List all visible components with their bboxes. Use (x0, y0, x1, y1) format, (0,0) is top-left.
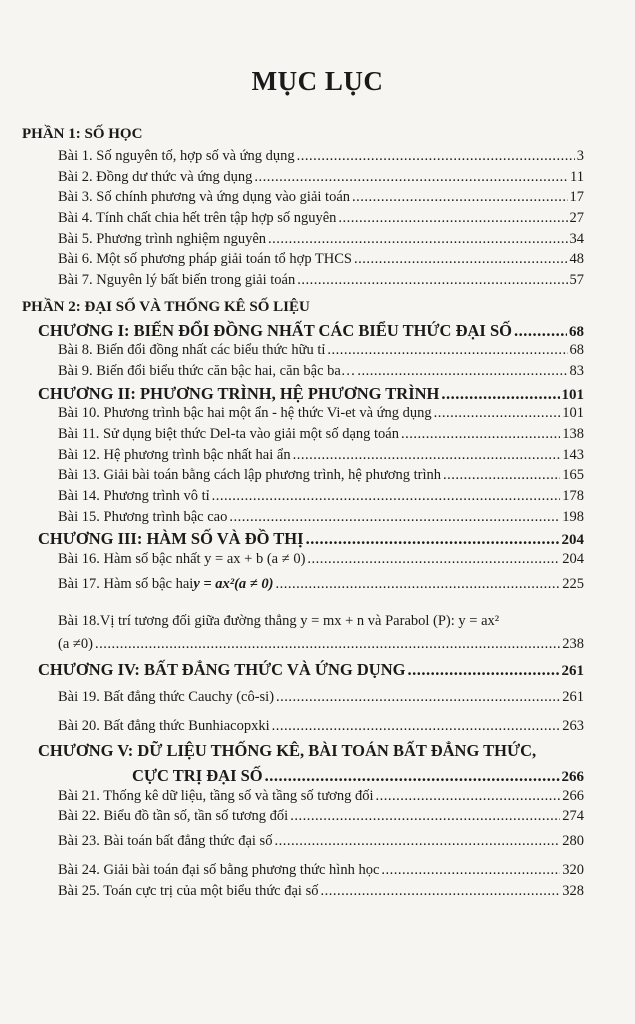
entry-title: Bài 16. Hàm số bậc nhất y = ax + b (a ≠ 0) (58, 550, 306, 567)
page-number: 68 (569, 342, 584, 359)
dot-leader (268, 231, 567, 248)
dot-leader (275, 576, 560, 593)
dot-leader (338, 210, 567, 227)
entry-title: Bài 10. Phương trình bậc hai một ẩn - hệ thức Vi-et và ứng dụng (58, 405, 432, 422)
page-number: 101 (562, 405, 584, 422)
toc-lesson-entry (22, 231, 584, 252)
toc-lesson-entry (22, 210, 584, 231)
toc-lesson-entry (22, 148, 584, 169)
entry-title: Bài 21. Thống kê dữ liệu, tầng số và tầng số tương đối (58, 787, 374, 804)
page-number: 138 (562, 425, 584, 442)
toc-lesson-entry (22, 405, 584, 426)
entry-title: CHƯƠNG III: HÀM SỐ VÀ ĐỒ THỊ (38, 529, 304, 549)
page-number: 328 (562, 882, 584, 899)
page-number: 165 (562, 467, 584, 484)
toc-chapter-entry (22, 529, 584, 551)
page-number: 17 (569, 189, 584, 206)
dot-leader (327, 342, 567, 359)
dot-leader (307, 551, 560, 568)
entry-title: Bài 4. Tính chất chia hết trên tập hợp số nguyên (58, 210, 337, 227)
page-number: 266 (562, 787, 584, 804)
entry-title: Bài 7. Nguyên lý bất biến trong giải toán (58, 272, 296, 289)
entry-title: Bài 1. Số nguyên tố, hợp số và ứng dụng (58, 148, 295, 164)
page-number: 320 (562, 862, 584, 879)
page-number: 266 (561, 769, 584, 786)
toc-lesson-entry (22, 788, 584, 809)
toc-chapter-entry (22, 384, 584, 406)
toc-lesson-entry (22, 272, 584, 293)
toc-lesson-entry (22, 447, 584, 468)
entry-title: Bài 15. Phương trình bậc cao (58, 508, 228, 525)
page-number: 204 (561, 532, 584, 549)
toc-chapter-entry (22, 321, 584, 343)
toc-lesson-entry (22, 251, 584, 272)
dot-leader (441, 384, 559, 404)
toc-chapter-entry (22, 766, 584, 788)
toc-lesson-entry (22, 363, 584, 384)
entry-title: Bài 2. Đồng dư thức và ứng dụng (58, 168, 253, 185)
page-number: 11 (570, 168, 584, 185)
entry-title: CHƯƠNG I: BIẾN ĐỔI ĐỒNG NHẤT CÁC BIỂU THỨC ĐẠI SỐ (38, 320, 512, 340)
toc-lesson-entry (22, 636, 584, 657)
page-number: 280 (562, 833, 584, 850)
dot-leader (434, 405, 561, 422)
entry-title: PHẦN 1: SỐ HỌC (22, 126, 143, 142)
toc-lesson-entry (22, 169, 584, 190)
entry-title: Bài 19. Bất đẳng thức Cauchy (cô-si) (58, 688, 275, 705)
page-number: 143 (562, 446, 584, 463)
dot-leader (357, 363, 567, 380)
entry-title: (a ≠0) (58, 635, 93, 652)
toc-chapter-entry (22, 657, 584, 685)
page-number: 27 (569, 210, 584, 227)
toc-lesson-entry (22, 572, 584, 605)
entry-title: Bài 13. Giải bài toán bằng cách lập phương trình, hệ phương trình (58, 467, 441, 484)
dot-leader (272, 718, 561, 735)
toc-lesson-entry (22, 685, 584, 718)
toc-lesson-entry (22, 718, 584, 739)
entry-title: Bài 12. Hệ phương trình bậc nhất hai ẩn (58, 446, 291, 463)
toc-chapter-entry (22, 738, 584, 766)
page-number: 204 (562, 550, 584, 567)
entry-title: Bài 20. Bất đẳng thức Bunhiacopxki (58, 717, 270, 734)
toc-lesson-entry (22, 605, 584, 636)
toc-lesson-entry (22, 342, 584, 363)
page-number: 3 (576, 148, 584, 164)
entry-title: Bài 3. Số chính phương và ứng dụng vào giải toán (58, 189, 351, 206)
dot-leader (265, 766, 560, 786)
dot-leader (306, 529, 560, 549)
page-number: 83 (569, 363, 584, 379)
page-number: 198 (562, 508, 584, 525)
entry-title: Bài 6. Một số phương pháp giải toán tổ hợp THCS (58, 251, 352, 268)
toc-lesson-entry (22, 488, 584, 509)
dot-leader (297, 148, 575, 165)
entry-title: Bài 24. Giải bài toán đại số bằng phương thức hình học (58, 862, 380, 879)
entry-title: Bài 14. Phương trình vô tỉ (58, 487, 210, 504)
entry-title: Bài 11. Sử dụng biệt thức Del-ta vào giải một số dạng toán (58, 425, 399, 442)
dot-leader (401, 426, 560, 443)
toc-lesson-entry (22, 862, 584, 883)
page-number: 34 (569, 230, 584, 247)
dot-leader (354, 251, 568, 268)
toc-lesson-entry (22, 829, 584, 862)
entry-title: Bài 22. Biểu đồ tần số, tần số tương đối (58, 808, 289, 825)
dot-leader (95, 636, 560, 653)
entry-math-formula: y = ax²(a ≠ 0) (193, 575, 274, 592)
entry-title: Bài 18.Vị trí tương đối giữa đường thẳng y = mx + n và Parabol (P): y = ax² (58, 612, 500, 629)
dot-leader (212, 488, 561, 505)
dot-leader (376, 788, 561, 805)
entry-title: Bài 9. Biến đổi biểu thức căn bậc hai, căn bậc ba… (58, 363, 356, 379)
table-of-contents (22, 126, 584, 903)
toc-lesson-entry (22, 509, 584, 530)
entry-title: CỰC TRỊ ĐẠI SỐ (132, 766, 263, 786)
toc-lesson-entry (22, 189, 584, 210)
toc-lesson-entry (22, 426, 584, 447)
toc-lesson-entry (22, 551, 584, 572)
dot-leader (293, 447, 561, 464)
entry-title: Bài 25. Toán cực trị của một biểu thức đại số (58, 882, 319, 899)
dot-leader (274, 833, 560, 850)
dot-leader (514, 321, 567, 341)
entry-title: Bài 17. Hàm số bậc hai (58, 575, 194, 592)
entry-title: CHƯƠNG IV: BẤT ĐẲNG THỨC VÀ ỨNG DỤNG (38, 659, 406, 679)
page-number: 178 (562, 487, 584, 504)
page-number: 263 (562, 717, 584, 734)
page-number: 225 (562, 575, 584, 592)
page-title: MỤC LỤC (251, 66, 384, 96)
toc-part-entry (22, 299, 584, 321)
dot-leader (407, 660, 559, 680)
page-number: 48 (569, 251, 584, 268)
dot-leader (276, 689, 560, 706)
entry-title: PHẦN 2: ĐẠI SỐ VÀ THỐNG KÊ SỐ LIỆU (22, 298, 310, 315)
entry-title: CHƯƠNG V: DỮ LIỆU THỐNG KÊ, BÀI TOÁN BẤT ĐẲNG THỨC, (38, 741, 537, 761)
entry-title: Bài 5. Phương trình nghiệm nguyên (58, 230, 267, 247)
page-number: 238 (562, 635, 584, 652)
dot-leader (352, 189, 567, 206)
dot-leader (254, 169, 568, 186)
entry-title: Bài 8. Biến đổi đồng nhất các biểu thức hữu tỉ (58, 342, 326, 359)
dot-leader (381, 862, 560, 879)
dot-leader (290, 808, 560, 825)
toc-part-entry (22, 126, 584, 148)
dot-leader (229, 509, 560, 526)
page-number: 68 (569, 323, 584, 340)
page-number: 101 (561, 386, 584, 403)
page-number: 261 (562, 688, 584, 705)
page-number: 57 (569, 272, 584, 289)
entry-title: Bài 23. Bài toán bất đẳng thức đại số (58, 833, 273, 850)
page-number: 261 (561, 662, 584, 679)
dot-leader (320, 883, 560, 900)
dot-leader (297, 272, 567, 289)
entry-title: CHƯƠNG II: PHƯƠNG TRÌNH, HỆ PHƯƠNG TRÌNH (38, 383, 440, 403)
toc-lesson-entry (22, 883, 584, 904)
dot-leader (443, 467, 560, 484)
toc-lesson-entry (22, 467, 584, 488)
toc-lesson-entry (22, 808, 584, 829)
page-number: 274 (562, 808, 584, 825)
